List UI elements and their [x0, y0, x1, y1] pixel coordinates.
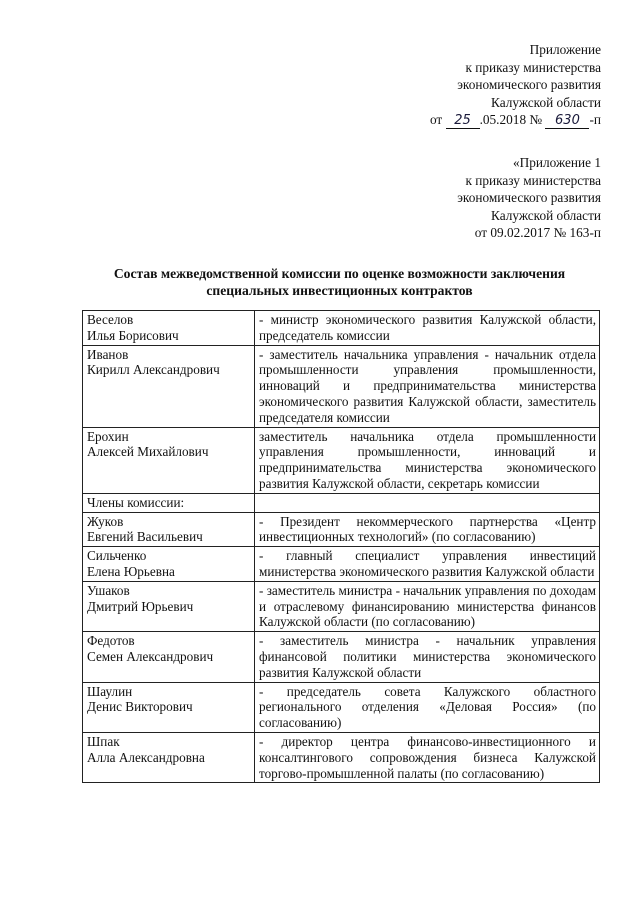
prev-header-line4: Калужской области: [491, 207, 601, 223]
table-row: [83, 732, 600, 782]
member-surname: Жуков: [87, 513, 124, 529]
order-number-handwritten: 630: [545, 114, 589, 129]
title-line2: специальных инвестиционных контрактов: [206, 283, 473, 298]
order-header-line3: экономического развития: [457, 77, 601, 93]
member-name-cell: [83, 547, 255, 582]
member-given-names: Елена Юрьевна: [87, 563, 175, 579]
member-surname: Сильченко: [87, 548, 147, 564]
member-surname: Федотов: [87, 633, 135, 649]
member-name-cell: [83, 512, 255, 547]
member-given-names: Алексей Михайлович: [87, 444, 209, 460]
document-title: [82, 265, 597, 299]
table-row: [83, 547, 600, 582]
table-row: [83, 427, 600, 493]
member-name-cell: [83, 732, 255, 782]
member-given-names: Денис Викторович: [87, 699, 193, 715]
member-given-names: Дмитрий Юрьевич: [87, 598, 194, 614]
member-given-names: Илья Борисович: [87, 327, 179, 343]
commission-table: [82, 310, 600, 783]
member-name-cell: [83, 682, 255, 732]
members-heading-empty-cell: [255, 493, 600, 512]
table-row: [83, 311, 600, 346]
member-given-names: Евгений Васильевич: [87, 529, 203, 545]
title-line1: Состав межведомственной комиссии по оценке возможности заключения: [113, 266, 566, 281]
table-row: [83, 512, 600, 547]
member-name-cell: [83, 345, 255, 427]
prev-header-line1: «Приложение 1: [513, 155, 601, 170]
member-position: - председатель совета Калужского областного регионального отделения «Деловая Россия» (по согласованию): [255, 682, 600, 732]
table-row: [83, 345, 600, 427]
member-given-names: Алла Александровна: [87, 749, 205, 765]
member-position: - директор центра финансово-инвестиционного и консалтингового сопровождения бизнеса Калужской торгово-промышленной палаты (по согласованию): [255, 732, 600, 782]
member-name-cell: [83, 427, 255, 493]
member-surname: Шаулин: [87, 683, 133, 699]
order-date-prefix: от: [429, 112, 443, 128]
member-surname: Иванов: [87, 346, 129, 362]
member-surname: Веселов: [87, 312, 134, 327]
order-date-day-handwritten: 25: [446, 114, 480, 129]
member-position: - заместитель министра - начальник управления финансовой политики министерства экономического развития Калужской области: [255, 632, 600, 682]
order-header-line4: Калужской области: [491, 94, 601, 110]
order-header-line2: к приказу министерства: [465, 59, 601, 75]
member-position: - главный специалист управления инвестиций министерства экономического развития Калужской области: [255, 547, 600, 582]
prev-header-line3: экономического развития: [457, 190, 601, 206]
member-given-names: Кирилл Александрович: [87, 362, 220, 378]
order-header-line1: Приложение: [529, 42, 601, 57]
member-given-names: Семен Александрович: [87, 648, 214, 664]
order-date-rest: .05.2018 №: [479, 112, 543, 128]
member-name-cell: [83, 632, 255, 682]
member-surname: Шпак: [87, 733, 120, 749]
member-name-cell: [83, 581, 255, 631]
member-position: - министр экономического развития Калужской области, председатель комиссии: [255, 311, 600, 346]
members-heading: Члены комиссии:: [83, 493, 255, 512]
member-position: - заместитель начальника управления - начальник отдела промышленности управления промышленности, инноваций и предпринимательства министерства экономического развития Калужской области, заместитель председателя комиссии: [255, 345, 600, 427]
previous-attachment-header: [457, 154, 601, 242]
table-row: [83, 632, 600, 682]
member-position: - заместитель министра - начальник управления по доходам и отраслевому финансированию министерства финансов Калужской области (по согласованию): [255, 581, 600, 631]
table-row: [83, 581, 600, 631]
order-attachment-header: [430, 41, 601, 129]
order-number-suffix: -п: [589, 112, 601, 128]
prev-header-line5: от 09.02.2017 № 163-п: [474, 225, 601, 241]
table-row: [83, 682, 600, 732]
order-date-line: [430, 111, 601, 129]
prev-header-line2: к приказу министерства: [465, 172, 601, 188]
member-surname: Ерохин: [87, 428, 129, 444]
members-heading-row: [83, 493, 600, 512]
member-position: заместитель начальника отдела промышленности управления промышленности, инноваций и предпринимательства министерства экономического развития Калужской области, секретарь комиссии: [255, 427, 600, 493]
member-name-cell: [83, 311, 255, 346]
member-surname: Ушаков: [87, 582, 130, 598]
member-position: - Президент некоммерческого партнерства «Центр инвестиционных технологий» (по согласованию): [255, 512, 600, 547]
